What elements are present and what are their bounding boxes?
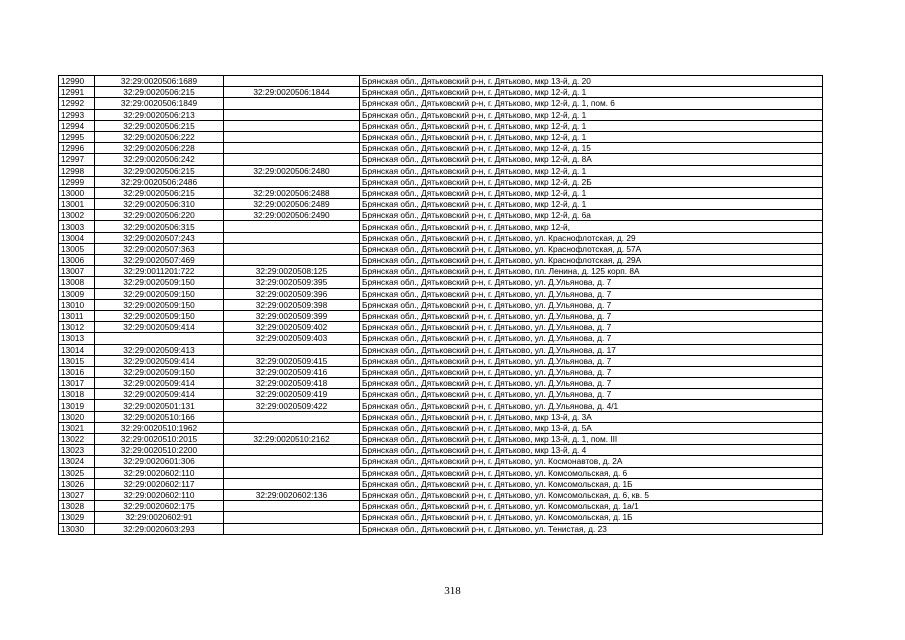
row-number-cell: 13020 (59, 411, 95, 422)
table-row (59, 98, 823, 109)
cadastral-number-cell: 32:29:0020509:413 (95, 344, 224, 355)
related-cadastral-number-cell: 32:29:0020509:398 (224, 299, 360, 310)
table-row (59, 434, 823, 445)
row-number-cell: 13002 (59, 210, 95, 221)
table-row (59, 378, 823, 389)
cadastral-number-cell: 32:29:0020510:2200 (95, 445, 224, 456)
address-cell: Брянская обл., Дятьковский р-н, г. Дятьково, ул. Комсомольская, д. 1Б (360, 512, 823, 523)
related-cadastral-number-cell: 32:29:0020509:418 (224, 378, 360, 389)
table-row (59, 221, 823, 232)
table-row (59, 109, 823, 120)
row-number-cell: 13004 (59, 232, 95, 243)
table-row (59, 199, 823, 210)
row-number-cell: 13012 (59, 322, 95, 333)
related-cadastral-number-cell (224, 445, 360, 456)
cadastral-number-cell: 32:29:0020509:414 (95, 355, 224, 366)
table-row (59, 210, 823, 221)
cadastral-number-cell: 32:29:0020506:215 (95, 87, 224, 98)
address-cell: Брянская обл., Дятьковский р-н, г. Дятьково, ул. Краснофлотская, д. 29 (360, 232, 823, 243)
related-cadastral-number-cell (224, 76, 360, 87)
address-cell: Брянская обл., Дятьковский р-н, г. Дятьково, мкр 12-й, д. 1 (360, 165, 823, 176)
row-number-cell: 13010 (59, 299, 95, 310)
address-cell: Брянская обл., Дятьковский р-н, г. Дятьково, ул. Д.Ульянова, д. 7 (360, 310, 823, 321)
table-row (59, 523, 823, 534)
table-row (59, 310, 823, 321)
related-cadastral-number-cell (224, 120, 360, 131)
cadastral-number-cell: 32:29:0020510:2015 (95, 434, 224, 445)
address-cell: Брянская обл., Дятьковский р-н, г. Дятьково, ул. Д.Ульянова, д. 17 (360, 344, 823, 355)
row-number-cell: 13024 (59, 456, 95, 467)
row-number-cell: 13030 (59, 523, 95, 534)
address-cell: Брянская обл., Дятьковский р-н, г. Дятьково, мкр 12-й, д. 1 (360, 199, 823, 210)
table-row (59, 176, 823, 187)
related-cadastral-number-cell: 32:29:0020509:416 (224, 366, 360, 377)
table-row (59, 456, 823, 467)
table-row (59, 288, 823, 299)
table-row (59, 232, 823, 243)
cadastral-number-cell: 32:29:0020501:131 (95, 400, 224, 411)
address-cell: Брянская обл., Дятьковский р-н, г. Дятьково, ул. Космонавтов, д. 2А (360, 456, 823, 467)
table-row (59, 478, 823, 489)
registry-table (58, 75, 823, 535)
row-number-cell: 12991 (59, 87, 95, 98)
cadastral-number-cell: 32:29:0020506:242 (95, 154, 224, 165)
cadastral-number-cell: 32:29:0020507:469 (95, 255, 224, 266)
address-cell: Брянская обл., Дятьковский р-н, г. Дятьково, мкр 13-й, д. 4 (360, 445, 823, 456)
row-number-cell: 13003 (59, 221, 95, 232)
cadastral-number-cell: 32:29:0020602:110 (95, 467, 224, 478)
related-cadastral-number-cell (224, 143, 360, 154)
cadastral-number-cell: 32:29:0020603:293 (95, 523, 224, 534)
table-row (59, 366, 823, 377)
row-number-cell: 13015 (59, 355, 95, 366)
cadastral-number-cell: 32:29:0020506:215 (95, 187, 224, 198)
cadastral-number-cell: 32:29:0020601:306 (95, 456, 224, 467)
table-row (59, 243, 823, 254)
table-row (59, 154, 823, 165)
related-cadastral-number-cell: 32:29:0020506:2490 (224, 210, 360, 221)
related-cadastral-number-cell (224, 221, 360, 232)
related-cadastral-number-cell (224, 98, 360, 109)
address-cell: Брянская обл., Дятьковский р-н, г. Дятьково, мкр 12-й, д. 6а (360, 210, 823, 221)
table-row (59, 333, 823, 344)
row-number-cell: 13005 (59, 243, 95, 254)
table-row (59, 411, 823, 422)
table-row (59, 187, 823, 198)
related-cadastral-number-cell (224, 422, 360, 433)
table-row (59, 400, 823, 411)
table-row (59, 255, 823, 266)
related-cadastral-number-cell: 32:29:0020509:403 (224, 333, 360, 344)
address-cell: Брянская обл., Дятьковский р-н, г. Дятьково, мкр 12-й, (360, 221, 823, 232)
address-cell: Брянская обл., Дятьковский р-н, г. Дятьково, ул. Д.Ульянова, д. 7 (360, 378, 823, 389)
table-row (59, 512, 823, 523)
address-cell: Брянская обл., Дятьковский р-н, г. Дятьково, ул. Д.Ульянова, д. 4/1 (360, 400, 823, 411)
cadastral-number-cell: 32:29:0020509:150 (95, 366, 224, 377)
row-number-cell: 13029 (59, 512, 95, 523)
address-cell: Брянская обл., Дятьковский р-н, г. Дятьково, ул. Д.Ульянова, д. 7 (360, 389, 823, 400)
related-cadastral-number-cell: 32:29:0020506:1844 (224, 87, 360, 98)
row-number-cell: 12992 (59, 98, 95, 109)
cadastral-number-cell: 32:29:0020507:243 (95, 232, 224, 243)
row-number-cell: 12995 (59, 131, 95, 142)
table-row (59, 87, 823, 98)
table-row (59, 76, 823, 87)
related-cadastral-number-cell: 32:29:0020509:415 (224, 355, 360, 366)
cadastral-number-cell: 32:29:0020506:215 (95, 120, 224, 131)
related-cadastral-number-cell (224, 109, 360, 120)
row-number-cell: 12996 (59, 143, 95, 154)
table-row (59, 131, 823, 142)
cadastral-number-cell: 32:29:0020509:150 (95, 299, 224, 310)
table-row (59, 266, 823, 277)
address-cell: Брянская обл., Дятьковский р-н, г. Дятьково, ул. Комсомольская, д. 6 (360, 467, 823, 478)
table-row (59, 489, 823, 500)
row-number-cell: 13022 (59, 434, 95, 445)
row-number-cell: 13021 (59, 422, 95, 433)
cadastral-number-cell: 32:29:0020506:222 (95, 131, 224, 142)
related-cadastral-number-cell (224, 512, 360, 523)
row-number-cell: 12998 (59, 165, 95, 176)
address-cell: Брянская обл., Дятьковский р-н, г. Дятьково, ул. Д.Ульянова, д. 7 (360, 366, 823, 377)
page-number: 318 (444, 585, 461, 597)
row-number-cell: 12993 (59, 109, 95, 120)
row-number-cell: 13026 (59, 478, 95, 489)
cadastral-number-cell: 32:29:0020510:1962 (95, 422, 224, 433)
address-cell: Брянская обл., Дятьковский р-н, г. Дятьково, мкр 12-й, д. 15 (360, 143, 823, 154)
related-cadastral-number-cell: 32:29:0020509:396 (224, 288, 360, 299)
row-number-cell: 13014 (59, 344, 95, 355)
row-number-cell: 13028 (59, 501, 95, 512)
address-cell: Брянская обл., Дятьковский р-н, г. Дятьково, мкр 13-й, д. 1, пом. III (360, 434, 823, 445)
cadastral-number-cell: 32:29:0011201:722 (95, 266, 224, 277)
row-number-cell: 13027 (59, 489, 95, 500)
row-number-cell: 13001 (59, 199, 95, 210)
related-cadastral-number-cell (224, 523, 360, 534)
cadastral-number-cell (95, 333, 224, 344)
row-number-cell: 13016 (59, 366, 95, 377)
address-cell: Брянская обл., Дятьковский р-н, г. Дятьково, ул. Краснофлотская, д. 29А (360, 255, 823, 266)
related-cadastral-number-cell: 32:29:0020509:399 (224, 310, 360, 321)
table-row (59, 445, 823, 456)
related-cadastral-number-cell: 32:29:0020506:2489 (224, 199, 360, 210)
address-cell: Брянская обл., Дятьковский р-н, г. Дятьково, мкр 12-й, д. 1, пом. 6 (360, 98, 823, 109)
address-cell: Брянская обл., Дятьковский р-н, г. Дятьково, мкр 12-й, д. 1 (360, 87, 823, 98)
address-cell: Брянская обл., Дятьковский р-н, г. Дятьково, ул. Д.Ульянова, д. 7 (360, 333, 823, 344)
table-row (59, 277, 823, 288)
cadastral-number-cell: 32:29:0020506:213 (95, 109, 224, 120)
row-number-cell: 13006 (59, 255, 95, 266)
related-cadastral-number-cell: 32:29:0020509:402 (224, 322, 360, 333)
related-cadastral-number-cell (224, 344, 360, 355)
cadastral-number-cell: 32:29:0020506:2486 (95, 176, 224, 187)
related-cadastral-number-cell (224, 255, 360, 266)
cadastral-number-cell: 32:29:0020602:110 (95, 489, 224, 500)
address-cell: Брянская обл., Дятьковский р-н, г. Дятьково, мкр 12-й, д. 1 (360, 187, 823, 198)
row-number-cell: 13017 (59, 378, 95, 389)
cadastral-number-cell: 32:29:0020506:220 (95, 210, 224, 221)
related-cadastral-number-cell: 32:29:0020602:136 (224, 489, 360, 500)
address-cell: Брянская обл., Дятьковский р-н, г. Дятьково, ул. Д.Ульянова, д. 7 (360, 277, 823, 288)
related-cadastral-number-cell (224, 243, 360, 254)
address-cell: Брянская обл., Дятьковский р-н, г. Дятьково, ул. Комсомольская, д. 6, кв. 5 (360, 489, 823, 500)
row-number-cell: 13008 (59, 277, 95, 288)
related-cadastral-number-cell: 32:29:0020509:395 (224, 277, 360, 288)
cadastral-number-cell: 32:29:0020506:310 (95, 199, 224, 210)
address-cell: Брянская обл., Дятьковский р-н, г. Дятьково, ул. Д.Ульянова, д. 7 (360, 288, 823, 299)
table-row (59, 322, 823, 333)
related-cadastral-number-cell (224, 501, 360, 512)
related-cadastral-number-cell (224, 154, 360, 165)
cadastral-number-cell: 32:29:0020509:414 (95, 389, 224, 400)
table-row (59, 299, 823, 310)
cadastral-number-cell: 32:29:0020509:150 (95, 310, 224, 321)
cadastral-number-cell: 32:29:0020507:363 (95, 243, 224, 254)
cadastral-number-cell: 32:29:0020506:228 (95, 143, 224, 154)
cadastral-number-cell: 32:29:0020506:1849 (95, 98, 224, 109)
table-row (59, 143, 823, 154)
address-cell: Брянская обл., Дятьковский р-н, г. Дятьково, мкр 12-й, д. 1 (360, 131, 823, 142)
related-cadastral-number-cell: 32:29:0020509:419 (224, 389, 360, 400)
cadastral-number-cell: 32:29:0020509:414 (95, 322, 224, 333)
related-cadastral-number-cell (224, 456, 360, 467)
cadastral-number-cell: 32:29:0020506:315 (95, 221, 224, 232)
row-number-cell: 12994 (59, 120, 95, 131)
row-number-cell: 13018 (59, 389, 95, 400)
row-number-cell: 12999 (59, 176, 95, 187)
related-cadastral-number-cell: 32:29:0020510:2162 (224, 434, 360, 445)
related-cadastral-number-cell (224, 176, 360, 187)
related-cadastral-number-cell: 32:29:0020509:422 (224, 400, 360, 411)
table-row (59, 501, 823, 512)
related-cadastral-number-cell (224, 232, 360, 243)
address-cell: Брянская обл., Дятьковский р-н, г. Дятьково, ул. Комсомольская, д. 1Б (360, 478, 823, 489)
row-number-cell: 12990 (59, 76, 95, 87)
table-row (59, 389, 823, 400)
cadastral-number-cell: 32:29:0020602:91 (95, 512, 224, 523)
cadastral-number-cell: 32:29:0020509:150 (95, 288, 224, 299)
related-cadastral-number-cell: 32:29:0020506:2488 (224, 187, 360, 198)
row-number-cell: 12997 (59, 154, 95, 165)
related-cadastral-number-cell (224, 411, 360, 422)
address-cell: Брянская обл., Дятьковский р-н, г. Дятьково, мкр 12-й, д. 2Б (360, 176, 823, 187)
cadastral-number-cell: 32:29:0020506:1689 (95, 76, 224, 87)
address-cell: Брянская обл., Дятьковский р-н, г. Дятьково, ул. Д.Ульянова, д. 7 (360, 322, 823, 333)
table-row (59, 344, 823, 355)
address-cell: Брянская обл., Дятьковский р-н, г. Дятьково, мкр 13-й, д. 20 (360, 76, 823, 87)
address-cell: Брянская обл., Дятьковский р-н, г. Дятьково, пл. Ленина, д. 125 корп. 8А (360, 266, 823, 277)
row-number-cell: 13023 (59, 445, 95, 456)
registry-table-body (59, 76, 823, 535)
table-row (59, 120, 823, 131)
row-number-cell: 13025 (59, 467, 95, 478)
related-cadastral-number-cell: 32:29:0020508:125 (224, 266, 360, 277)
related-cadastral-number-cell (224, 467, 360, 478)
related-cadastral-number-cell: 32:29:0020506:2480 (224, 165, 360, 176)
cadastral-number-cell: 32:29:0020509:414 (95, 378, 224, 389)
address-cell: Брянская обл., Дятьковский р-н, г. Дятьково, ул. Тенистая, д. 23 (360, 523, 823, 534)
table-row (59, 165, 823, 176)
address-cell: Брянская обл., Дятьковский р-н, г. Дятьково, мкр 12-й, д. 8А (360, 154, 823, 165)
address-cell: Брянская обл., Дятьковский р-н, г. Дятьково, мкр 12-й, д. 1 (360, 109, 823, 120)
related-cadastral-number-cell (224, 131, 360, 142)
table-row (59, 422, 823, 433)
address-cell: Брянская обл., Дятьковский р-н, г. Дятьково, ул. Д.Ульянова, д. 7 (360, 355, 823, 366)
address-cell: Брянская обл., Дятьковский р-н, г. Дятьково, ул. Краснофлотская, д. 57А (360, 243, 823, 254)
row-number-cell: 13013 (59, 333, 95, 344)
table-row (59, 467, 823, 478)
address-cell: Брянская обл., Дятьковский р-н, г. Дятьково, мкр 13-й, д. 3А (360, 411, 823, 422)
cadastral-number-cell: 32:29:0020510:166 (95, 411, 224, 422)
table-row (59, 355, 823, 366)
row-number-cell: 13009 (59, 288, 95, 299)
row-number-cell: 13011 (59, 310, 95, 321)
address-cell: Брянская обл., Дятьковский р-н, г. Дятьково, ул. Д.Ульянова, д. 7 (360, 299, 823, 310)
address-cell: Брянская обл., Дятьковский р-н, г. Дятьково, ул. Комсомольская, д. 1а/1 (360, 501, 823, 512)
cadastral-number-cell: 32:29:0020506:215 (95, 165, 224, 176)
related-cadastral-number-cell (224, 478, 360, 489)
row-number-cell: 13000 (59, 187, 95, 198)
cadastral-number-cell: 32:29:0020602:175 (95, 501, 224, 512)
row-number-cell: 13019 (59, 400, 95, 411)
address-cell: Брянская обл., Дятьковский р-н, г. Дятьково, мкр 13-й, д. 5А (360, 422, 823, 433)
row-number-cell: 13007 (59, 266, 95, 277)
cadastral-number-cell: 32:29:0020509:150 (95, 277, 224, 288)
cadastral-number-cell: 32:29:0020602:117 (95, 478, 224, 489)
address-cell: Брянская обл., Дятьковский р-н, г. Дятьково, мкр 12-й, д. 1 (360, 120, 823, 131)
